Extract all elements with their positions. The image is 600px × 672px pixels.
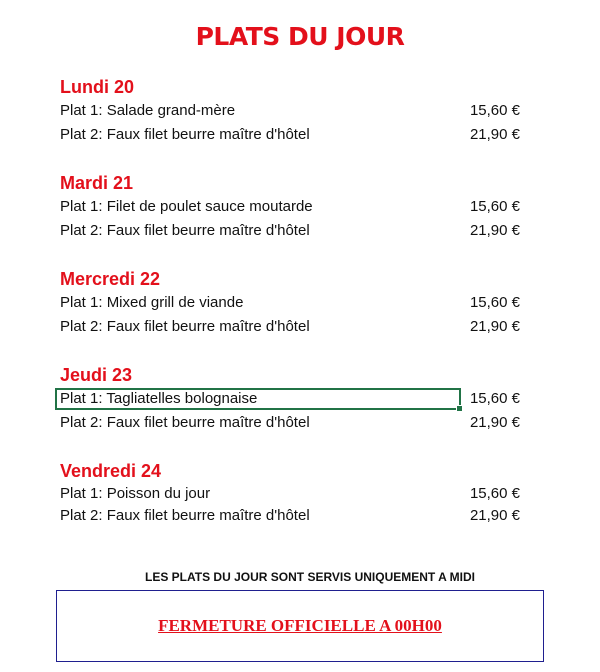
dish-price: 21,90 € [469,318,520,335]
dish-price: 15,60 € [469,485,520,502]
dish-price: 15,60 € [469,102,520,119]
day-heading: Vendredi 24 [60,461,162,481]
menu-row[interactable] [60,195,520,219]
dish-price: 21,90 € [469,222,520,239]
dish-price: 15,60 € [469,294,520,311]
dish-price: 15,60 € [469,198,520,215]
closing-box [56,590,544,662]
dish-name: Plat 1: Poisson du jour [60,485,211,502]
dish-name: Plat 1: Salade grand-mère [60,102,236,119]
dish-name: Plat 2: Faux filet beurre maître d'hôtel [60,222,310,239]
day-section-jeudi [60,364,520,435]
menu-row[interactable] [60,387,520,411]
day-heading: Mardi 21 [60,173,134,193]
dish-name: Plat 2: Faux filet beurre maître d'hôtel [60,414,310,431]
menu-row[interactable] [60,483,520,505]
day-section-vendredi [60,460,520,527]
menu-row[interactable] [60,291,520,315]
dish-name: Plat 2: Faux filet beurre maître d'hôtel [60,507,310,524]
day-section-lundi [60,76,520,147]
dish-price: 21,90 € [469,507,520,524]
menu-row[interactable] [60,123,520,147]
menu-row[interactable] [60,315,520,339]
day-heading: Mercredi 22 [60,269,161,289]
day-section-mardi [60,172,520,243]
dish-name: Plat 1: Filet de poulet sauce moutarde [60,198,313,215]
dish-price: 21,90 € [469,414,520,431]
closing-time-text: FERMETURE OFFICIELLE A 00H00 [158,616,442,635]
lunch-only-note: LES PLATS DU JOUR SONT SERVIS UNIQUEMENT A MIDI [144,570,476,584]
menu-row[interactable] [60,505,520,527]
dish-price: 21,90 € [469,126,520,143]
day-section-mercredi [60,268,520,339]
dish-name: Plat 1: Mixed grill de viande [60,294,244,311]
dish-name: Plat 2: Faux filet beurre maître d'hôtel [60,126,310,143]
dish-price: 15,60 € [469,390,520,407]
dish-name: Plat 1: Tagliatelles bolognaise [60,390,258,407]
page-title: PLATS DU JOUR [195,22,405,51]
menu-row[interactable] [60,99,520,123]
day-heading: Jeudi 23 [60,365,133,385]
menu-row[interactable] [60,411,520,435]
day-heading: Lundi 20 [60,77,135,97]
dish-name: Plat 2: Faux filet beurre maître d'hôtel [60,318,310,335]
menu-row[interactable] [60,219,520,243]
